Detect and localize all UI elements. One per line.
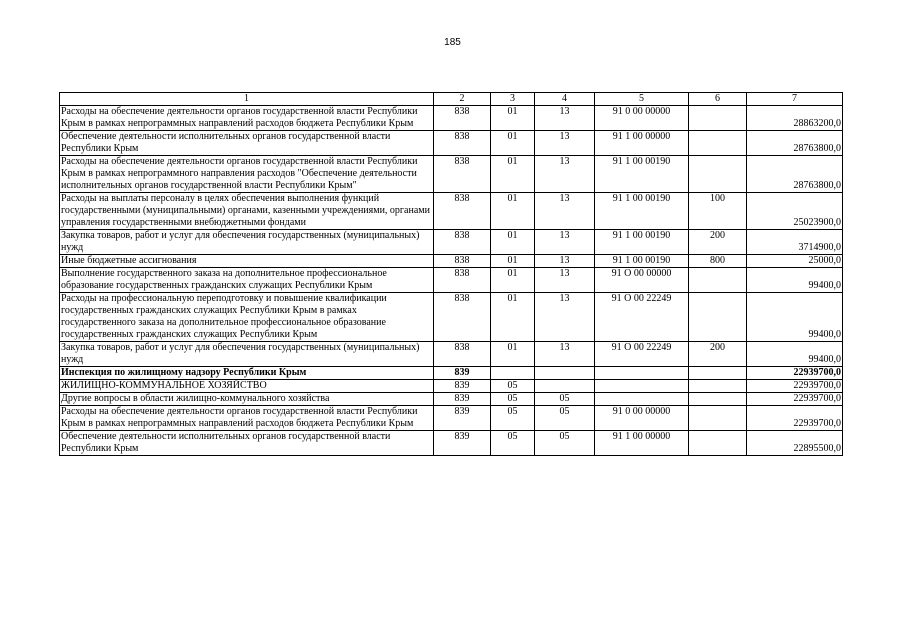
row-csr-cell: 91 1 00 00190 <box>595 156 689 193</box>
row-ved-cell: 838 <box>434 342 491 367</box>
row-subsection-cell: 13 <box>535 342 595 367</box>
row-name-cell: Иные бюджетные ассигнования <box>60 255 434 268</box>
row-sum-cell: 28863200,0 <box>747 106 843 131</box>
row-subsection-cell: 13 <box>535 106 595 131</box>
row-section-cell: 01 <box>491 106 535 131</box>
row-csr-cell: 91 0 00 00000 <box>595 106 689 131</box>
row-sum-cell: 28763800,0 <box>747 131 843 156</box>
row-subsection-cell: 13 <box>535 268 595 293</box>
row-name-cell: Расходы на обеспечение деятельности органов государственной власти Республики Крым в рамках непрограммных направлений расходов бюджета Республики Крым <box>60 106 434 131</box>
row-section-cell: 05 <box>491 406 535 431</box>
table-row <box>60 230 843 255</box>
row-subsection-cell <box>535 380 595 393</box>
table-row <box>60 380 843 393</box>
row-subsection-cell: 13 <box>535 131 595 156</box>
row-ved-cell: 838 <box>434 268 491 293</box>
row-csr-cell: 91 0 00 00000 <box>595 406 689 431</box>
row-section-cell: 01 <box>491 255 535 268</box>
row-name-cell: Другие вопросы в области жилищно-коммунального хозяйства <box>60 393 434 406</box>
row-vr-cell <box>689 293 747 342</box>
row-ved-cell: 838 <box>434 131 491 156</box>
row-sum-cell: 99400,0 <box>747 268 843 293</box>
table-row <box>60 193 843 230</box>
row-vr-cell <box>689 380 747 393</box>
row-section-cell: 01 <box>491 131 535 156</box>
row-ved-cell: 839 <box>434 380 491 393</box>
row-sum-cell: 28763800,0 <box>747 156 843 193</box>
row-vr-cell: 100 <box>689 193 747 230</box>
table-row <box>60 156 843 193</box>
row-sum-cell: 22939700,0 <box>747 380 843 393</box>
row-sum-cell: 22939700,0 <box>747 393 843 406</box>
row-name-cell: Расходы на обеспечение деятельности органов государственной власти Республики Крым в рамках непрограммного направления расходов "Обеспечение деятельности исполнительных органов государственной власти Республики Крым" <box>60 156 434 193</box>
row-name-cell: Обеспечение деятельности исполнительных органов государственной власти Республики Крым <box>60 431 434 456</box>
page-number: 185 <box>444 37 461 48</box>
table-row <box>60 268 843 293</box>
row-section-cell: 01 <box>491 193 535 230</box>
row-name-cell: Расходы на выплаты персоналу в целях обеспечения выполнения функций государственными (муниципальными) органами, казенными учреждениями, органами управления государственными внебюджетными фондами <box>60 193 434 230</box>
table-row <box>60 406 843 431</box>
row-section-cell <box>491 367 535 380</box>
row-name-cell: Расходы на профессиональную переподготовку и повышение квалификации государственных гражданских служащих Республики Крым в рамках государственного заказа на дополнительное профессиональное образование государственных гражданских служащих Республики Крым <box>60 293 434 342</box>
row-csr-cell: 91 1 00 00190 <box>595 230 689 255</box>
row-vr-cell: 200 <box>689 230 747 255</box>
row-subsection-cell: 05 <box>535 431 595 456</box>
row-section-cell: 01 <box>491 156 535 193</box>
row-vr-cell <box>689 393 747 406</box>
row-vr-cell <box>689 156 747 193</box>
row-ved-cell: 838 <box>434 156 491 193</box>
column-header: 7 <box>747 93 843 106</box>
row-vr-cell <box>689 106 747 131</box>
row-section-cell: 01 <box>491 342 535 367</box>
row-sum-cell: 22895500,0 <box>747 431 843 456</box>
row-subsection-cell: 13 <box>535 293 595 342</box>
table-row <box>60 106 843 131</box>
row-name-cell: Инспекция по жилищному надзору Республики Крым <box>60 367 434 380</box>
row-csr-cell: 91 1 00 00000 <box>595 431 689 456</box>
row-ved-cell: 839 <box>434 393 491 406</box>
table-row <box>60 293 843 342</box>
row-csr-cell: 91 1 00 00190 <box>595 255 689 268</box>
row-csr-cell <box>595 367 689 380</box>
row-sum-cell: 99400,0 <box>747 342 843 367</box>
row-section-cell: 05 <box>491 431 535 456</box>
row-name-cell: Закупка товаров, работ и услуг для обеспечения государственных (муниципальных) нужд <box>60 342 434 367</box>
row-ved-cell: 838 <box>434 230 491 255</box>
row-csr-cell: 91 О 00 22249 <box>595 293 689 342</box>
row-vr-cell <box>689 431 747 456</box>
budget-table <box>59 92 843 456</box>
row-sum-cell: 22939700,0 <box>747 406 843 431</box>
row-section-cell: 01 <box>491 268 535 293</box>
table-row <box>60 431 843 456</box>
row-subsection-cell: 05 <box>535 393 595 406</box>
row-vr-cell <box>689 131 747 156</box>
row-name-cell: Закупка товаров, работ и услуг для обеспечения государственных (муниципальных) нужд <box>60 230 434 255</box>
table-row <box>60 342 843 367</box>
row-subsection-cell <box>535 367 595 380</box>
row-csr-cell <box>595 380 689 393</box>
column-header: 1 <box>60 93 434 106</box>
row-csr-cell <box>595 393 689 406</box>
row-subsection-cell: 13 <box>535 193 595 230</box>
row-sum-cell: 22939700,0 <box>747 367 843 380</box>
row-subsection-cell: 13 <box>535 255 595 268</box>
row-ved-cell: 838 <box>434 106 491 131</box>
row-subsection-cell: 05 <box>535 406 595 431</box>
row-vr-cell <box>689 406 747 431</box>
row-vr-cell: 800 <box>689 255 747 268</box>
column-header: 5 <box>595 93 689 106</box>
table-row <box>60 131 843 156</box>
row-vr-cell: 200 <box>689 342 747 367</box>
row-csr-cell: 91 1 00 00000 <box>595 131 689 156</box>
row-ved-cell: 839 <box>434 367 491 380</box>
column-header: 6 <box>689 93 747 106</box>
row-name-cell: ЖИЛИЩНО-КОММУНАЛЬНОЕ ХОЗЯЙСТВО <box>60 380 434 393</box>
row-section-cell: 01 <box>491 230 535 255</box>
column-header: 2 <box>434 93 491 106</box>
row-sum-cell: 99400,0 <box>747 293 843 342</box>
row-name-cell: Расходы на обеспечение деятельности органов государственной власти Республики Крым в рамках непрограммных направлений расходов бюджета Республики Крым <box>60 406 434 431</box>
row-vr-cell <box>689 367 747 380</box>
table-row <box>60 393 843 406</box>
row-sum-cell: 3714900,0 <box>747 230 843 255</box>
row-name-cell: Обеспечение деятельности исполнительных органов государственной власти Республики Крым <box>60 131 434 156</box>
row-subsection-cell: 13 <box>535 156 595 193</box>
row-section-cell: 05 <box>491 393 535 406</box>
column-header: 4 <box>535 93 595 106</box>
row-csr-cell: 91 1 00 00190 <box>595 193 689 230</box>
column-header: 3 <box>491 93 535 106</box>
row-sum-cell: 25000,0 <box>747 255 843 268</box>
row-ved-cell: 838 <box>434 293 491 342</box>
row-ved-cell: 839 <box>434 406 491 431</box>
table-row <box>60 255 843 268</box>
row-csr-cell: 91 О 00 00000 <box>595 268 689 293</box>
row-csr-cell: 91 О 00 22249 <box>595 342 689 367</box>
row-vr-cell <box>689 268 747 293</box>
table-header-row <box>60 93 843 106</box>
row-section-cell: 05 <box>491 380 535 393</box>
row-sum-cell: 25023900,0 <box>747 193 843 230</box>
row-section-cell: 01 <box>491 293 535 342</box>
row-subsection-cell: 13 <box>535 230 595 255</box>
row-ved-cell: 838 <box>434 255 491 268</box>
row-ved-cell: 838 <box>434 193 491 230</box>
table-row <box>60 367 843 380</box>
row-ved-cell: 839 <box>434 431 491 456</box>
row-name-cell: Выполнение государственного заказа на дополнительное профессиональное образование государственных гражданских служащих Республики Крым <box>60 268 434 293</box>
